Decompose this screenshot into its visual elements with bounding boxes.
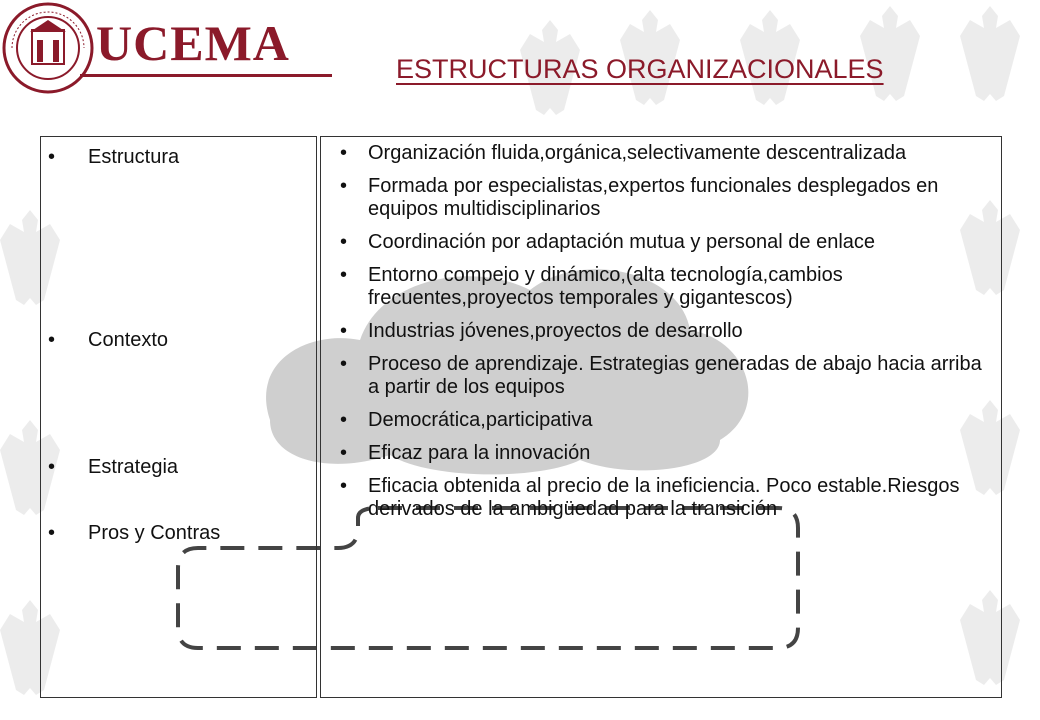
bullet-icon: • — [340, 264, 348, 286]
ucema-logo-wordmark: UCEMA — [96, 15, 290, 71]
list-item: • Industrias jóvenes,proyectos de desarrollo — [340, 320, 743, 342]
list-item: • Organización fluida,orgánica,selectivamente descentralizada — [340, 142, 907, 164]
bullet-icon: • — [340, 442, 348, 464]
list-item: • Entorno compejo y dinámico,(alta tecnología,cambios frecuentes,proyectos temporales y gigantescos) — [340, 264, 843, 309]
logo-underline — [80, 74, 332, 77]
bullet-icon: • — [340, 175, 348, 197]
list-item: • Democrática,participativa — [340, 409, 593, 431]
bullet-icon: • — [340, 231, 348, 253]
left-column-box — [40, 136, 317, 698]
slide-title: ESTRUCTURAS ORGANIZACIONALES — [396, 54, 884, 84]
bullet-icon: • — [340, 353, 348, 375]
university-seal-logo — [2, 2, 94, 94]
bullet-icon: • — [48, 456, 56, 478]
list-item: • Proceso de aprendizaje. Estrategias generadas de abajo hacia arriba a partir de los equipos — [340, 353, 982, 398]
list-item: • Eficacia obtenida al precio de la ineficiencia. Poco estable.Riesgos derivados de la ambigüedad para la transición — [340, 475, 960, 520]
bullet-icon: • — [340, 320, 348, 342]
list-item: • Eficaz para la innovación — [340, 442, 591, 464]
bullet-icon: • — [340, 475, 348, 497]
bullet-icon: • — [48, 146, 56, 168]
list-item: • Coordinación por adaptación mutua y personal de enlace — [340, 231, 876, 253]
characteristics-list — [334, 142, 994, 531]
list-item: • Formada por especialistas,expertos funcionales desplegados en equipos multidisciplinarios — [340, 175, 939, 220]
bullet-icon: • — [48, 329, 56, 351]
bullet-icon: • — [340, 409, 348, 431]
bullet-icon: • — [48, 522, 56, 544]
bullet-icon: • — [340, 142, 348, 164]
